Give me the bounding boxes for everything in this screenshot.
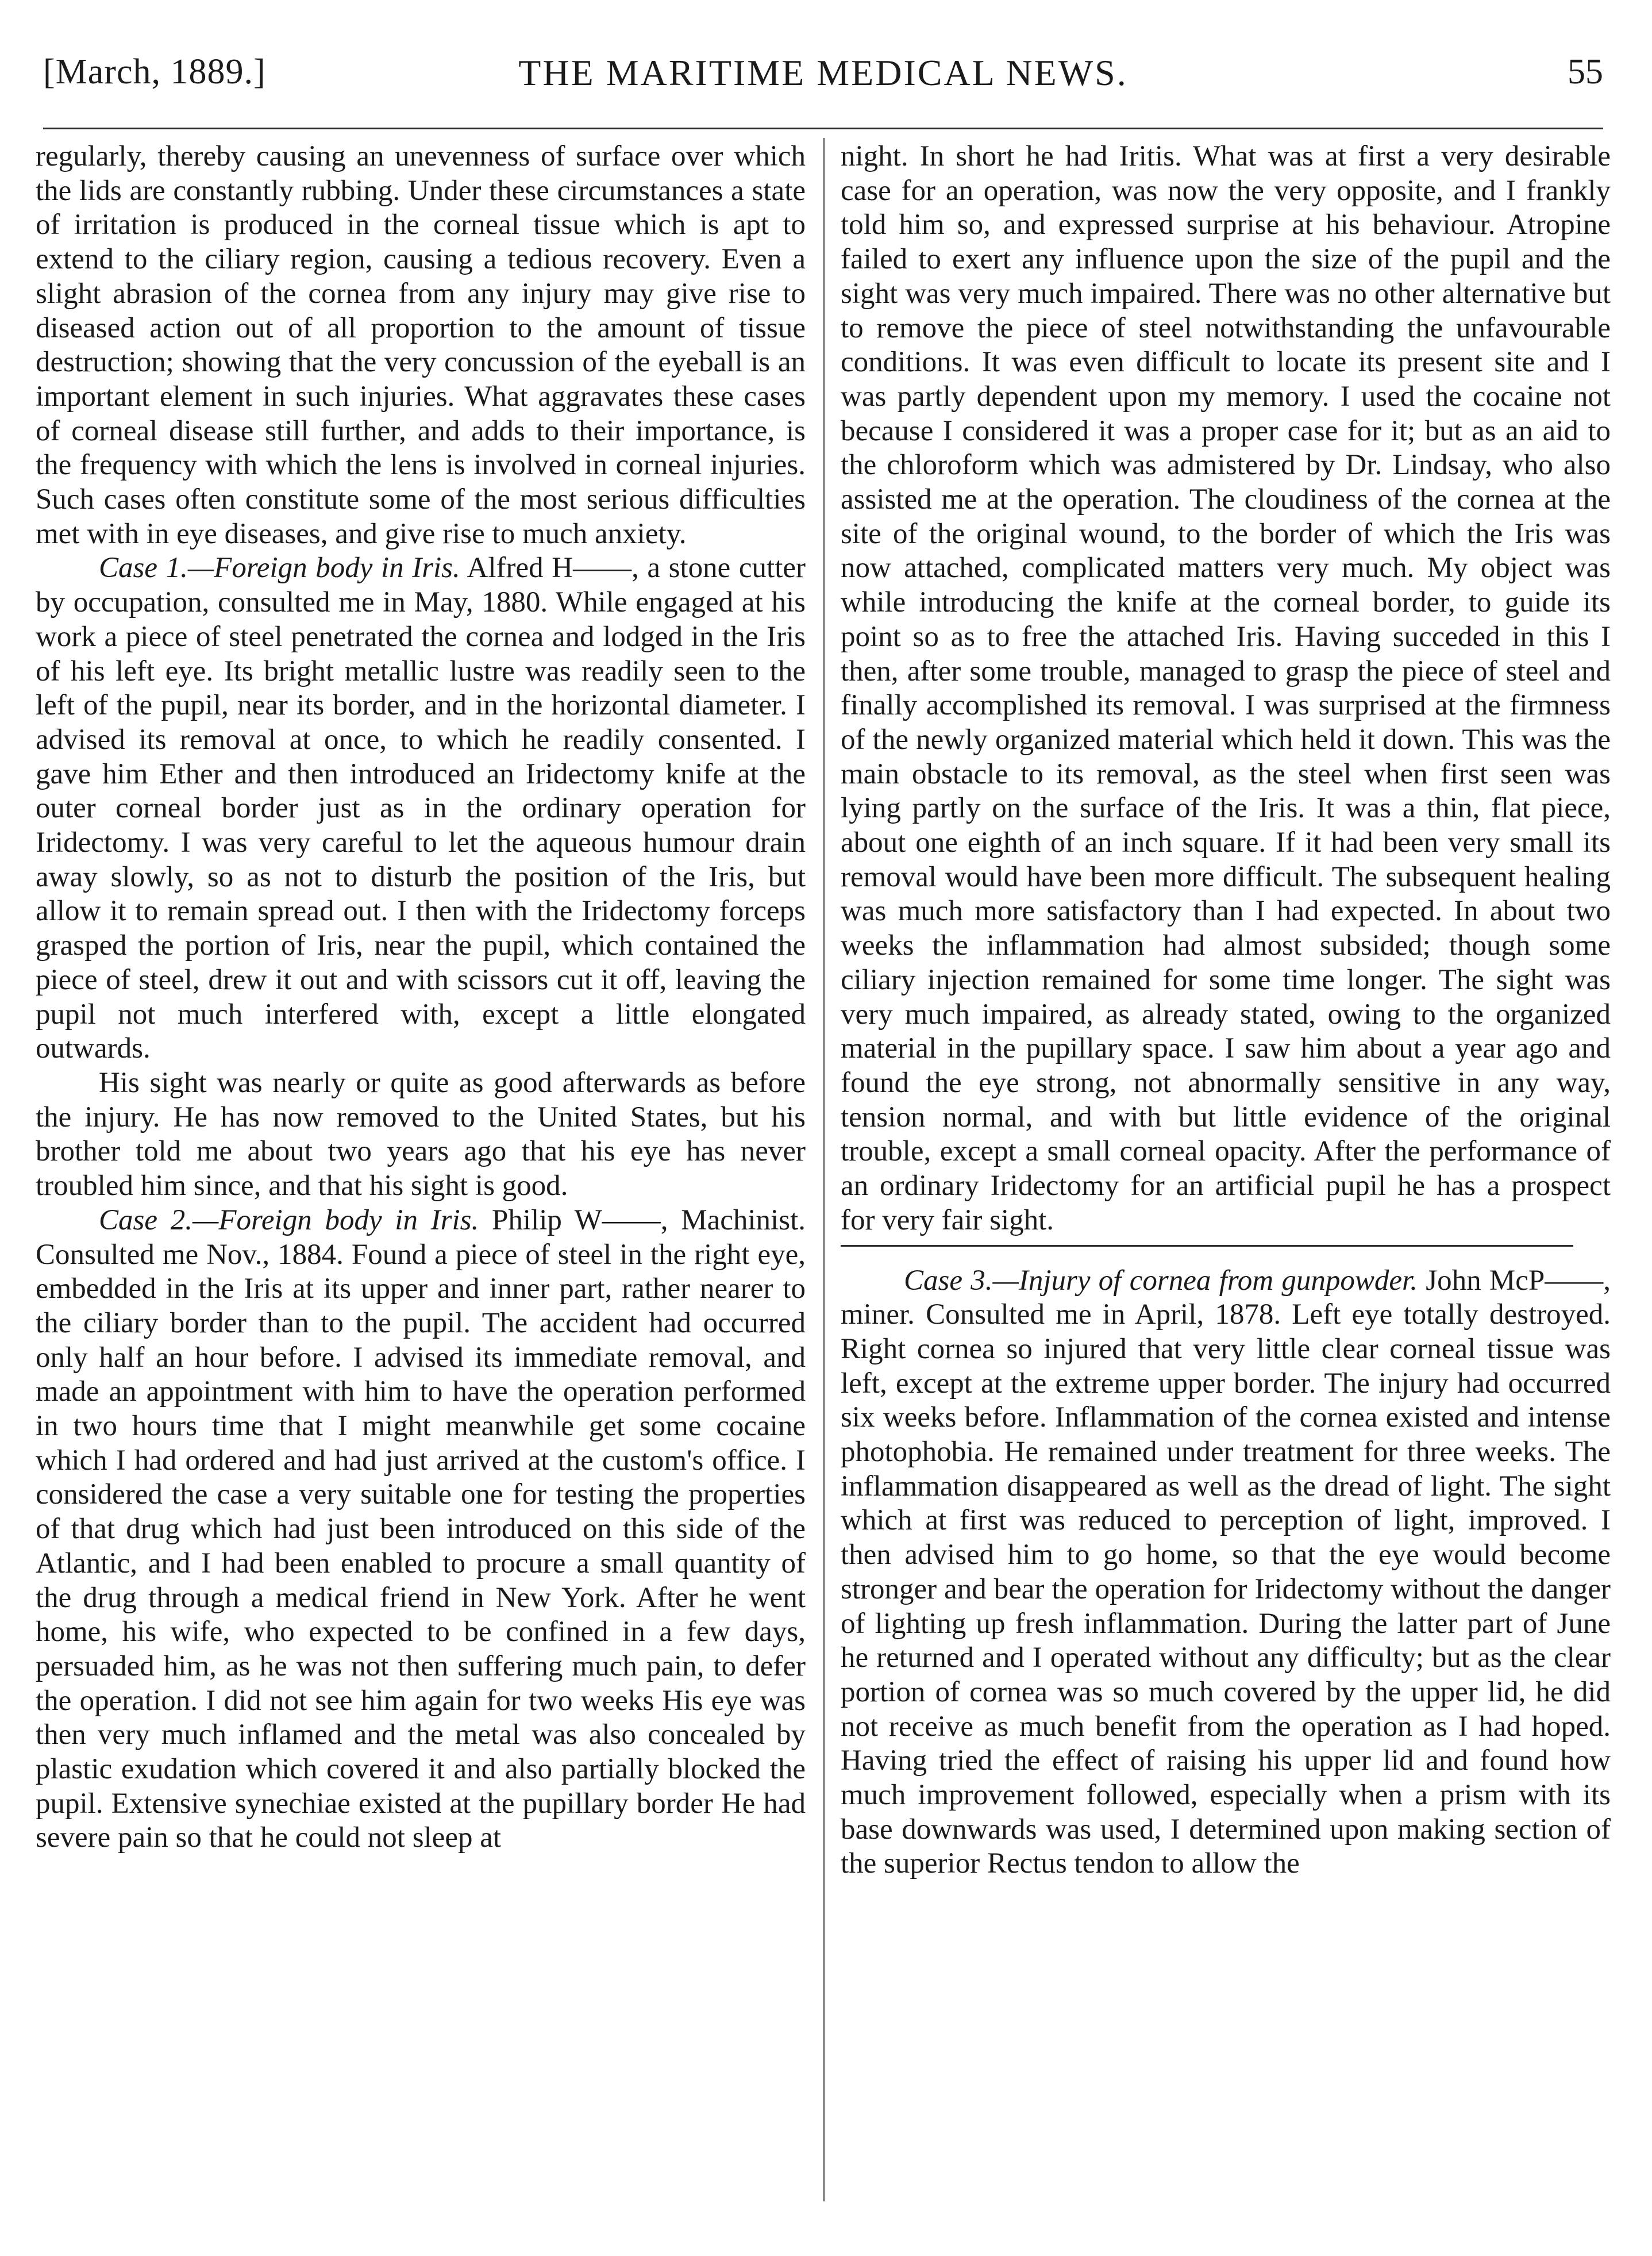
intro-paragraph: regularly, thereby causing an unevenness of surface over which the lids are constantly rubbing. Under these circumstances a state of irritation is produced in the corneal tissue which is apt to extend to the ciliary region, causing a tedious recovery. Even a slight abrasion of the cornea from any injury may give rise to diseased action out of all proportion to the amount of tissue destruction; showing that the very concussion of the eyeball is an important element in such injuries. What aggravates these cases of corneal disease still further, and adds to their importance, is the frequency with which the lens is involved in corneal injuries. Such cases often constitute some of the most serious difficulties met with in eye diseases, and give rise to much anxiety. <box>36 140 806 550</box>
running-header <box>43 52 1603 103</box>
case-1-text: Alfred H——, a stone cutter by occupation, consulted me in May, 1880. While engaged at his work a piece of steel penetrated the cornea and lodged in the Iris of his left eye. Its bright metallic lustre was readily seen to the left of the pupil, near its border, and in the horizontal diameter. I advised its removal at once, to which he readily consented. I gave him Ether and then introduced an Iridectomy knife at the outer corneal border just as in the ordinary operation for Iridectomy. I was very careful to let the aqueous humour drain away slowly, so as not to disturb the position of the Iris, but allow it to remain spread out. I then with the Iridectomy forceps grasped the portion of Iris, near the pupil, which contained the piece of steel, drew it out and with scissors cut it off, leaving the pupil not much interfered with, except a little elongated outwards. <box>36 552 806 1065</box>
left-column <box>36 140 806 1855</box>
case-2-paragraph <box>36 1204 806 1855</box>
case-3-text: John McP——, miner. Consulted me in April, 1878. Left eye totally destroyed. Right cornea so injured that very little clear corneal tissue was left, except at the extreme upper border. The injury had occurred six weeks before. Inflammation of the cornea existed and intense photophobia. He remained under treatment for three weeks. The inflammation disappeared as well as the dread of light. The sight which at first was reduced to perception of light, improved. I then advised him to go home, so that the eye would become stronger and bear the operation for Iridectomy without the danger of lighting up fresh inflammation. During the latter part of June he returned and I operated without any difficulty; but as the clear portion of cornea was so much covered by the upper lid, he did not receive as much benefit from the operation as I had hoped. Having tried the effect of raising his upper lid and found how much improvement followed, especially when a prism with its base downwards was used, I determined upon making section of the superior Rectus tendon to allow the <box>841 1264 1611 1880</box>
case-3-paragraph <box>841 1264 1611 1882</box>
issue-date: [March, 1889.] <box>43 52 266 91</box>
header-rule <box>43 128 1603 129</box>
section-rule <box>841 1245 1573 1247</box>
case-1-paragraph <box>36 551 806 1066</box>
case-2-text: Philip W——, Machinist. Consulted me Nov., 1884. Found a piece of steel in the right eye, embedded in the Iris at its upper and inner part, rather nearer to the ciliary border than to the pupil. The accident had occurred only half an hour before. I advised its immediate removal, and made an appointment with him to have the operation performed in two hours time that I might meanwhile get some cocaine which I had ordered and had just arrived at the custom's office. I considered the case a very suitable one for testing the properties of that drug which had just been introduced on this side of the Atlantic, and I had been enabled to procure a small quantity of the drug through a medical friend in New York. After he went home, his wife, who expected to be confined in a few days, persuaded him, as he was not then suffering much pain, to defer the operation. I did not see him again for two weeks His eye was then very much inflamed and the metal was also concealed by plastic exudation which covered it and also partially blocked the pupil. Extensive synechiae existed at the pupillary border He had severe pain so that he could not sleep at <box>36 1204 806 1854</box>
page-number: 55 <box>1568 52 1603 91</box>
case-2-title: Case 2.—Foreign body in Iris. <box>99 1204 479 1236</box>
case-1-title: Case 1.—Foreign body in Iris. <box>99 552 460 585</box>
column-divider <box>823 138 825 2201</box>
right-column <box>841 140 1611 1881</box>
case-3-title: Case 3.—Injury of cornea from gunpowder. <box>904 1264 1418 1297</box>
journal-title: THE MARITIME MEDICAL NEWS. <box>518 52 1128 93</box>
case-1-followup-paragraph: His sight was nearly or quite as good afterwards as before the injury. He has now removed to the United States, but his brother told me about two years ago that his eye has never troubled him since, and that his sight is good. <box>36 1066 806 1202</box>
case-2-continued-paragraph: night. In short he had Iritis. What was at first a very desirable case for an operation, was now the very opposite, and I frankly told him so, and expressed surprise at his behaviour. Atropine failed to exert any influence upon the size of the pupil and the sight was very much impaired. There was no other alternative but to remove the piece of steel notwithstanding the unfavourable conditions. It was even difficult to locate its present site and I was partly dependent upon my memory. I used the cocaine not because I considered it was a proper case for it; but as an aid to the chloroform which was admistered by Dr. Lindsay, who also assisted me at the operation. The cloudiness of the cornea at the site of the original wound, to the border of which the Iris was now attached, complicated matters very much. My object was while introducing the knife at the corneal border, to guide its point so as to free the attached Iris. Having succeded in this I then, after some trouble, managed to grasp the piece of steel and finally accomplished its removal. I was surprised at the firmness of the newly organized material which held it down. This was the main obstacle to its removal, as the steel when first seen was lying partly on the surface of the Iris. It was a thin, flat piece, about one eighth of an inch square. If it had been very small its removal would have been more difficult. The subsequent healing was much more satisfactory than I had expected. In about two weeks the inflammation had almost subsided; though some ciliary injection remained for some time longer. The sight was very much impaired, as already stated, owing to the organized material in the pupillary space. I saw him about a year ago and found the eye strong, not abnormally sensitive in any way, tension normal, and with but little evidence of the original trouble, except a small corneal opacity. After the performance of an ordinary Iridectomy for an artificial pupil he has a prospect for very fair sight. <box>841 140 1611 1236</box>
